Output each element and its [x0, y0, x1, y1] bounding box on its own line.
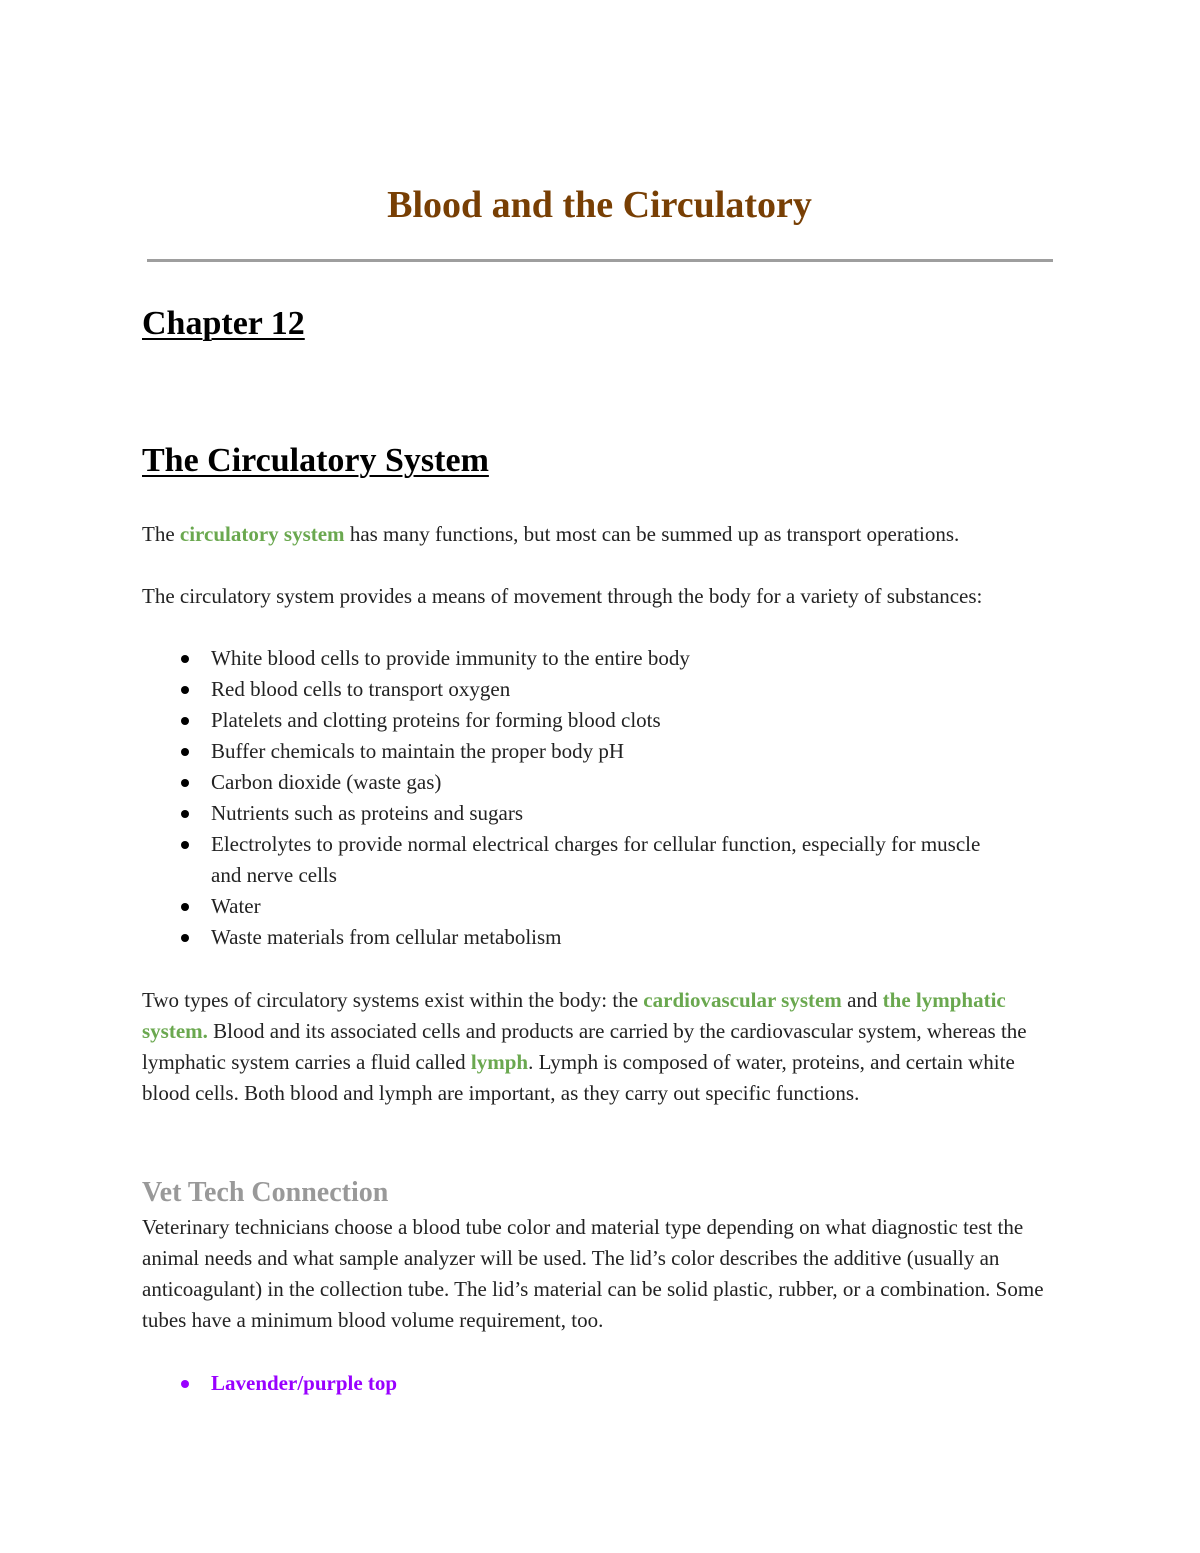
list-item-text: Buffer chemicals to maintain the proper body pH: [211, 739, 625, 763]
intro-paragraph: [142, 519, 1062, 550]
chapter-heading: Chapter 12: [142, 305, 305, 342]
list-item: [142, 767, 1042, 798]
term-cardiovascular-system: cardiovascular system: [643, 988, 842, 1012]
substances-intro-paragraph: The circulatory system provides a means of movement through the body for a variety of substances:: [142, 584, 983, 608]
list-item: [142, 643, 1042, 674]
term-lymphatic-system: the lymphatic system.: [142, 988, 1006, 1043]
list-item-text: Water: [211, 894, 261, 918]
document-title: Blood and the Circulatory: [387, 184, 812, 226]
list-item: [142, 736, 1042, 767]
list-item: [142, 922, 1042, 953]
tube-color-list: [142, 1368, 397, 1399]
list-item-text: White blood cells to provide immunity to the entire body: [211, 646, 690, 670]
bullet-dot-icon: [181, 686, 189, 694]
list-item: [142, 798, 1042, 829]
list-item: [142, 705, 1042, 736]
bullet-dot-icon: [181, 810, 189, 818]
types-text-1: Two types of circulatory systems exist within the body: the: [142, 988, 644, 1012]
title-divider: [147, 259, 1053, 262]
bullet-dot-icon: [181, 841, 189, 849]
vet-tech-paragraph: Veterinary technicians choose a blood tube color and material type depending on what diagnostic test the animal needs and what sample analyzer will be used. The lid’s color describes the additive (usually an anticoagulant) in the collection tube. The lid’s material can be solid plastic, rubber, or a combination. Some tubes have a minimum blood volume requirement, too.: [142, 1215, 1044, 1332]
intro-lead: The: [142, 522, 180, 546]
types-text-3: Blood and its associated cells and products are carried by the cardiovascular system, whereas the lymphatic system carries a fluid called: [142, 1019, 1027, 1074]
types-text-4: . Lymph is composed of water, proteins, and certain white blood cells. Both blood and lymph are important, as they carry out specific functions.: [142, 1050, 1015, 1105]
bullet-dot-icon: [181, 934, 189, 942]
intro-rest: has many functions, but most can be summed up as transport operations.: [344, 522, 960, 546]
list-item-text: Electrolytes to provide normal electrical charges for cellular function, especially for muscle and nerve cells: [211, 832, 981, 887]
list-item-text: Carbon dioxide (waste gas): [211, 770, 442, 794]
term-lymph: lymph: [470, 1050, 529, 1074]
types-text-2: and: [841, 988, 883, 1012]
list-item: [142, 829, 1011, 891]
list-item: [142, 891, 1042, 922]
bullet-dot-icon: [181, 655, 189, 663]
list-item-text: Waste materials from cellular metabolism: [211, 925, 562, 949]
section-heading: The Circulatory System: [142, 442, 489, 479]
tube-color-label: Lavender/purple top: [211, 1371, 398, 1395]
vet-tech-heading: Vet Tech Connection: [142, 1177, 389, 1208]
list-item: [142, 674, 1042, 705]
bullet-dot-icon: [181, 779, 189, 787]
bullet-dot-icon: [181, 748, 189, 756]
bullet-dot-icon: [181, 903, 189, 911]
list-item: [142, 1368, 397, 1399]
list-item-text: Red blood cells to transport oxygen: [211, 677, 511, 701]
substances-list: [142, 643, 1042, 953]
bullet-dot-icon: [181, 717, 189, 725]
circulatory-types-paragraph: [142, 985, 1062, 1109]
list-item-text: Nutrients such as proteins and sugars: [211, 801, 524, 825]
list-item-text: Platelets and clotting proteins for forming blood clots: [211, 708, 661, 732]
bullet-dot-icon: [181, 1380, 189, 1388]
term-circulatory-system: circulatory system: [179, 522, 345, 546]
